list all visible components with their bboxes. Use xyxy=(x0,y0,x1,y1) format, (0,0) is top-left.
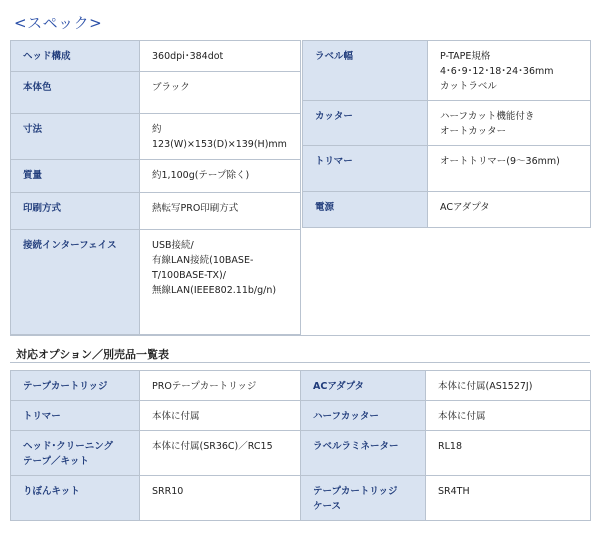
spec-value: ACアダプタ xyxy=(428,192,591,228)
spec-label: 接続インターフェイス xyxy=(11,230,140,335)
spec-row xyxy=(11,72,301,114)
spec-label: カッター xyxy=(303,101,428,146)
option-value: RL18 xyxy=(426,431,591,476)
spec-value: P-TAPE規格 4･6･9･12･18･24･36mm カットラベル xyxy=(428,41,591,101)
spec-row xyxy=(11,193,301,230)
spec-row xyxy=(11,114,301,160)
option-label: トリマー xyxy=(11,401,140,431)
spec-label: 本体色 xyxy=(11,72,140,114)
spec-label: 印刷方式 xyxy=(11,193,140,230)
table-row xyxy=(11,431,591,476)
spec-row xyxy=(11,160,301,193)
spec-row xyxy=(303,41,591,101)
option-value: 本体に付属(AS1527J) xyxy=(426,371,591,401)
spec-value: 熱転写PRO印刷方式 xyxy=(140,193,301,230)
options-table xyxy=(10,370,591,521)
spec-label: ヘッド構成 xyxy=(11,41,140,72)
spec-label: ラベル幅 xyxy=(303,41,428,101)
spec-value: 約 123(W)×153(D)×139(H)mm xyxy=(140,114,301,160)
spec-table-left xyxy=(10,40,301,335)
spec-value: ハーフカット機能付き オートカッター xyxy=(428,101,591,146)
option-label: ラベルラミネーター xyxy=(301,431,426,476)
option-label: りぼんキット xyxy=(11,476,140,521)
spec-value: USB接続/ 有線LAN接続(10BASE- T/100BASE-TX)/ 無線LAN(IEEE802.11b/g/n) xyxy=(140,230,301,335)
spec-label: 質量 xyxy=(11,160,140,193)
option-label: ハーフカッター xyxy=(301,401,426,431)
spec-label: 電源 xyxy=(303,192,428,228)
option-label: ヘッド･クリーニング テープ／キット xyxy=(11,431,140,476)
spec-value: 360dpi･384dot xyxy=(140,41,301,72)
spec-value: ブラック xyxy=(140,72,301,114)
option-value: 本体に付属 xyxy=(426,401,591,431)
table-row xyxy=(11,476,591,521)
spec-value: 約1,100g(テープ除く) xyxy=(140,160,301,193)
spec-section-title: <スペック> xyxy=(14,14,103,32)
spec-row xyxy=(303,192,591,228)
spec-row xyxy=(11,230,301,335)
divider xyxy=(10,362,590,363)
options-section-title: 対応オプション／別売品一覧表 xyxy=(16,348,170,361)
table-row xyxy=(11,371,591,401)
option-value: 本体に付属(SR36C)／RC15 xyxy=(140,431,301,476)
option-value: PROテープカートリッジ xyxy=(140,371,301,401)
option-value: SRR10 xyxy=(140,476,301,521)
option-value: SR4TH xyxy=(426,476,591,521)
divider xyxy=(10,335,590,336)
spec-label: 寸法 xyxy=(11,114,140,160)
table-row xyxy=(11,401,591,431)
option-label: テープカートリッジ xyxy=(11,371,140,401)
spec-row xyxy=(303,101,591,146)
option-label: ACアダプタ xyxy=(301,371,426,401)
option-label: テープカートリッジ ケース xyxy=(301,476,426,521)
spec-row xyxy=(303,146,591,192)
spec-value: オートトリマー(9〜36mm) xyxy=(428,146,591,192)
spec-table-right xyxy=(302,40,591,228)
spec-label: トリマー xyxy=(303,146,428,192)
option-value: 本体に付属 xyxy=(140,401,301,431)
spec-row xyxy=(11,41,301,72)
